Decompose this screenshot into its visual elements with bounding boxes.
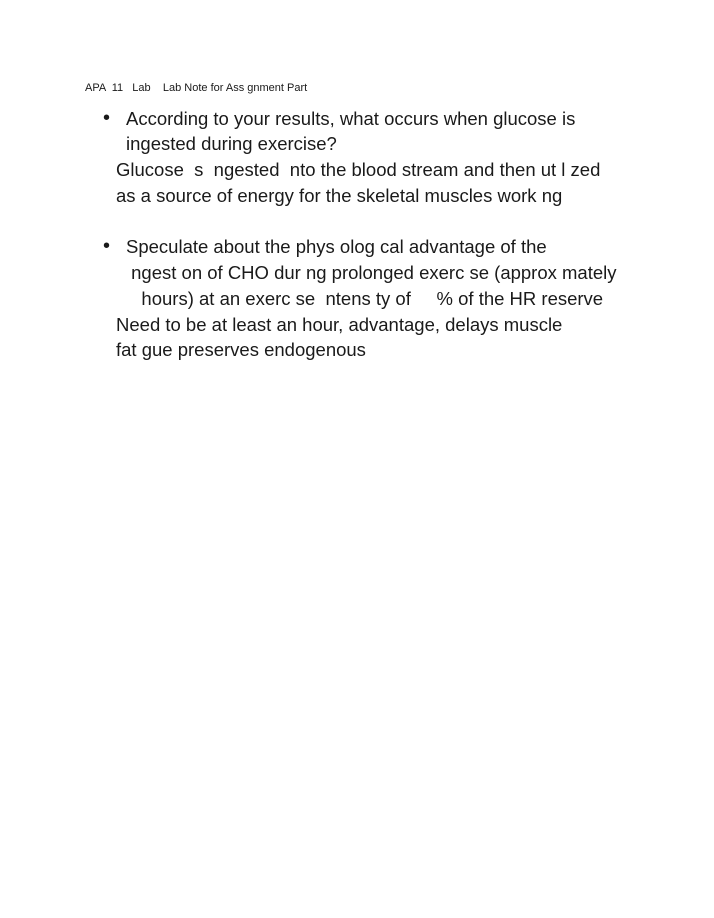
- question-line: According to your results, what occurs when glucose is: [126, 108, 576, 129]
- bullet-icon: •: [103, 235, 111, 257]
- document-header: APA 11 Lab Lab Note for Ass gnment Part: [85, 82, 308, 94]
- question-line: ingested during exercise?: [126, 133, 337, 154]
- answer-line: Need to be at least an hour, advantage, delays muscle: [116, 314, 563, 335]
- bullet-icon: •: [103, 107, 111, 129]
- answer-line: fat gue preserves endogenous: [116, 339, 366, 360]
- question-line: hours) at an exerc se ntens ty of % of the HR reserve: [126, 288, 604, 309]
- question-line: ngest on of CHO dur ng prolonged exerc se (approx mately: [126, 262, 617, 283]
- answer-line: as a source of energy for the skeletal muscles work ng: [116, 185, 563, 206]
- answer-line: Glucose s ngested nto the blood stream and then ut l zed: [116, 159, 601, 180]
- question-line: Speculate about the phys olog cal advantage of the: [126, 236, 547, 257]
